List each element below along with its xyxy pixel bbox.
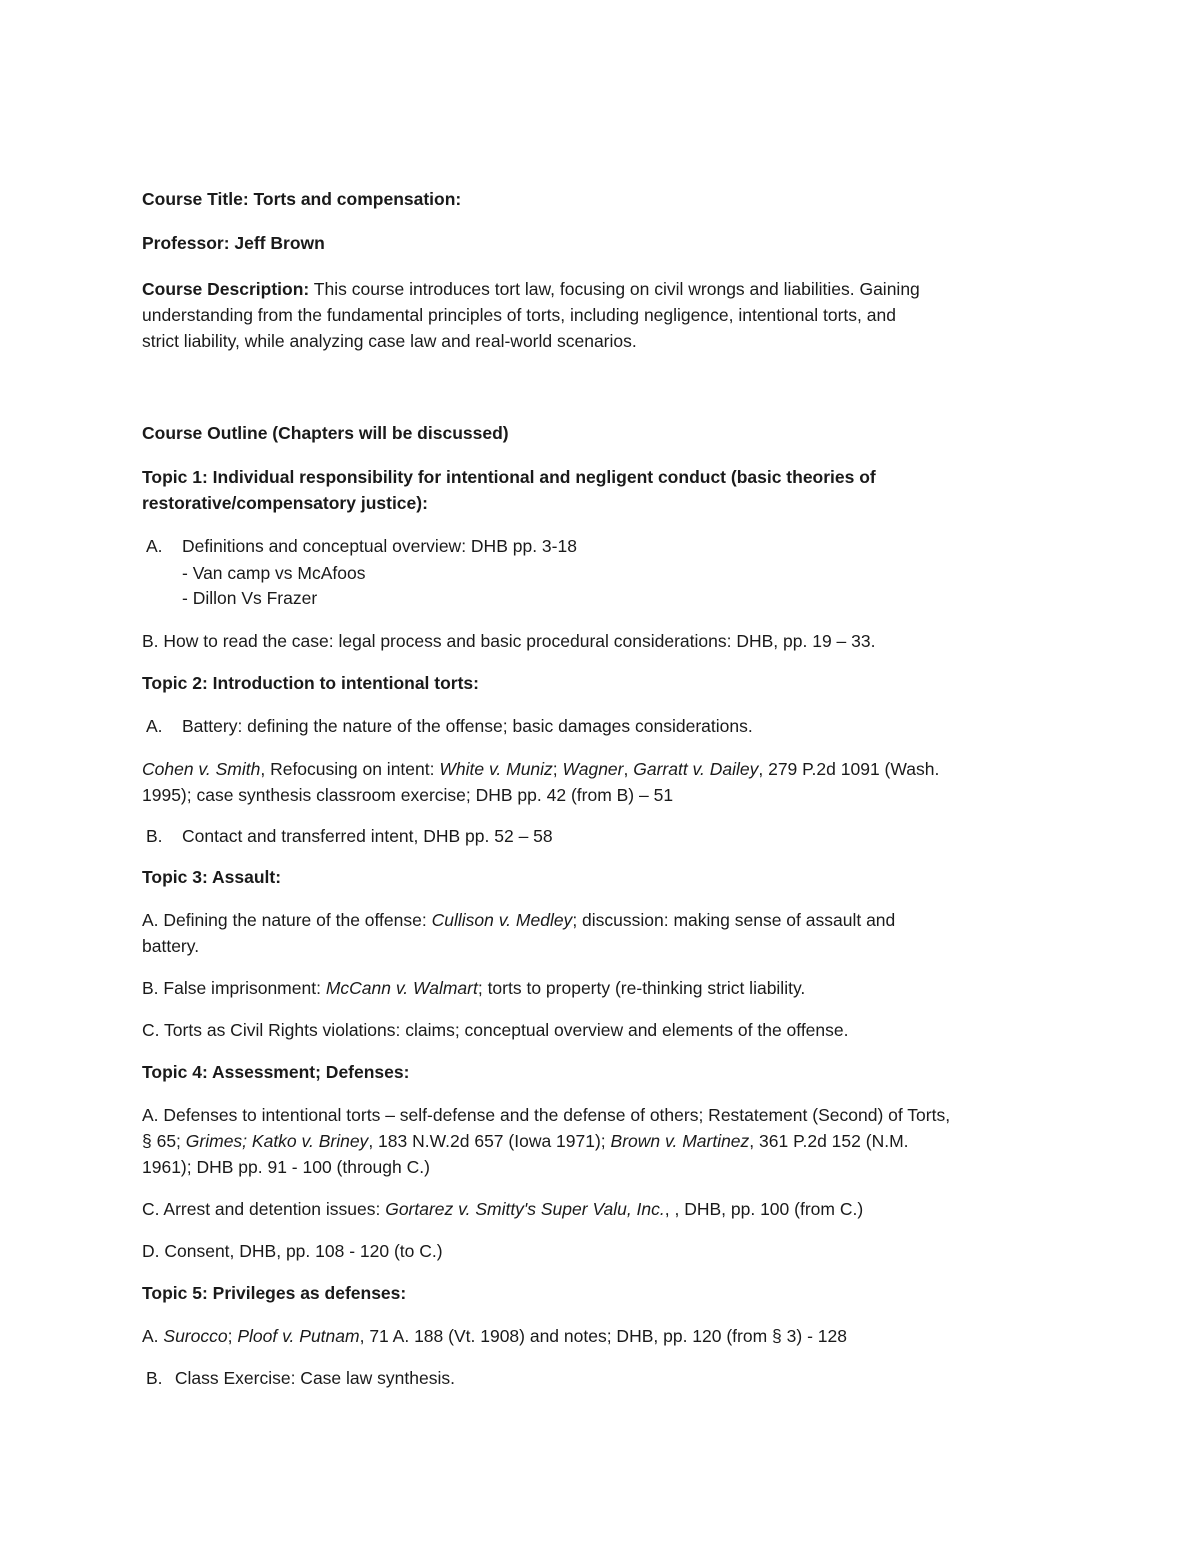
- outline-heading: Course Outline (Chapters will be discussed): [142, 423, 509, 443]
- topic-4-heading: Topic 4: Assessment; Defenses:: [142, 1062, 410, 1082]
- list-marker: A.: [146, 716, 163, 736]
- text-run: ,: [623, 759, 634, 779]
- list-marker: B.: [146, 826, 163, 846]
- topic-1-heading-line2: restorative/compensatory justice):: [142, 493, 428, 513]
- text-run: ; discussion: making sense of assault and: [572, 910, 896, 930]
- topic-3-heading: Topic 3: Assault:: [142, 867, 282, 887]
- case-name: Cohen v. Smith: [142, 759, 261, 779]
- case-name: McCann v. Walmart: [325, 978, 478, 998]
- topic-1-heading-line1: Topic 1: Individual responsibility for intentional and negligent conduct (basic theories of: [142, 467, 876, 487]
- text-run: § 65;: [142, 1131, 186, 1151]
- case-name: White v. Muniz: [439, 759, 553, 779]
- case-name: Ploof v. Putnam: [237, 1326, 360, 1346]
- text-run: ;: [552, 759, 563, 779]
- case-van-camp: - Van camp vs McAfoos: [182, 563, 366, 583]
- text-run: , 361 P.2d 152 (N.M.: [749, 1131, 909, 1151]
- list-marker: A.: [146, 536, 163, 556]
- course-description-line3: strict liability, while analyzing case law and real-world scenarios.: [142, 331, 637, 351]
- text-run: A. Defenses to intentional torts – self-defense and the defense of others; Restatement (Second) of Torts,: [142, 1105, 951, 1125]
- text-run: ;: [227, 1326, 238, 1346]
- case-name: Wagner: [562, 759, 624, 779]
- text-run: A.: [142, 1326, 164, 1346]
- topic-2-heading: Topic 2: Introduction to intentional torts:: [142, 673, 479, 693]
- case-name: Grimes; Katko v. Briney: [185, 1131, 369, 1151]
- topic-3-item-a: [142, 907, 1062, 959]
- topic-5-heading: Topic 5: Privileges as defenses:: [142, 1283, 407, 1303]
- course-title: Course Title: Torts and compensation:: [142, 189, 462, 209]
- topic-4-item-a: [142, 1102, 1062, 1180]
- professor-line: Professor: Jeff Brown: [142, 233, 325, 253]
- topic-3-item-b: [142, 975, 1062, 1001]
- course-description-label: Course Description:: [142, 279, 310, 299]
- text-run: , 71 A. 188 (Vt. 1908) and notes; DHB, pp. 120 (from § 3) - 128: [359, 1326, 847, 1346]
- text-run: 1995); case synthesis classroom exercise; DHB pp. 42 (from B) – 51: [142, 785, 674, 805]
- topic-1-item-a-text: Definitions and conceptual overview: DHB pp. 3-18: [182, 536, 577, 556]
- topic-5-item-b: [146, 1365, 1026, 1391]
- topic-2-item-b-text: Contact and transferred intent, DHB pp. 52 – 58: [182, 826, 553, 846]
- text-run: , , DHB, pp. 100 (from C.): [664, 1199, 864, 1219]
- topic-2-item-b: [146, 823, 1026, 849]
- case-name: Brown v. Martinez: [610, 1131, 750, 1151]
- case-name: Gortarez v. Smitty's Super Valu, Inc.: [385, 1199, 665, 1219]
- topic-5-item-b-text: Class Exercise: Case law synthesis.: [170, 1368, 455, 1388]
- text-run: 1961); DHB pp. 91 - 100 (through C.): [142, 1157, 430, 1177]
- text-run: B. False imprisonment:: [142, 978, 326, 998]
- topic-2-cases-paragraph: [142, 756, 1062, 808]
- topic-2-item-a-text: Battery: defining the nature of the offense; basic damages considerations.: [182, 716, 753, 736]
- case-name: Cullison v. Medley: [431, 910, 573, 930]
- topic-1-item-b: B. How to read the case: legal process and basic procedural considerations: DHB, pp. 19 – 33.: [142, 631, 876, 651]
- text-run: , Refocusing on intent:: [260, 759, 440, 779]
- text-run: , 183 N.W.2d 657 (Iowa 1971);: [368, 1131, 611, 1151]
- case-name: Garratt v. Dailey: [633, 759, 759, 779]
- topic-1-heading: [142, 464, 1062, 516]
- text-run: A. Defining the nature of the offense:: [142, 910, 432, 930]
- case-dillon: - Dillon Vs Frazer: [182, 588, 318, 608]
- course-description-line2: understanding from the fundamental principles of torts, including negligence, intentional torts, and: [142, 305, 896, 325]
- list-marker: B.: [146, 1368, 163, 1388]
- course-description: [142, 276, 1062, 354]
- topic-2-item-a: [146, 713, 1026, 739]
- text-run: ; torts to property (re-thinking strict liability.: [477, 978, 806, 998]
- topic-4-item-c: [142, 1196, 1062, 1222]
- topic-5-item-a: [142, 1323, 1062, 1349]
- text-run: battery.: [142, 936, 200, 956]
- text-run: C. Arrest and detention issues:: [142, 1199, 386, 1219]
- topic-4-item-d: D. Consent, DHB, pp. 108 - 120 (to C.): [142, 1241, 443, 1261]
- topic-3-item-c: C. Torts as Civil Rights violations: claims; conceptual overview and elements of the offense.: [142, 1020, 849, 1040]
- topic-1-item-a: [146, 533, 1026, 559]
- text-run: , 279 P.2d 1091 (Wash.: [758, 759, 940, 779]
- case-name: Surocco: [163, 1326, 228, 1346]
- course-description-text: This course introduces tort law, focusing on civil wrongs and liabilities. Gaining: [309, 279, 920, 299]
